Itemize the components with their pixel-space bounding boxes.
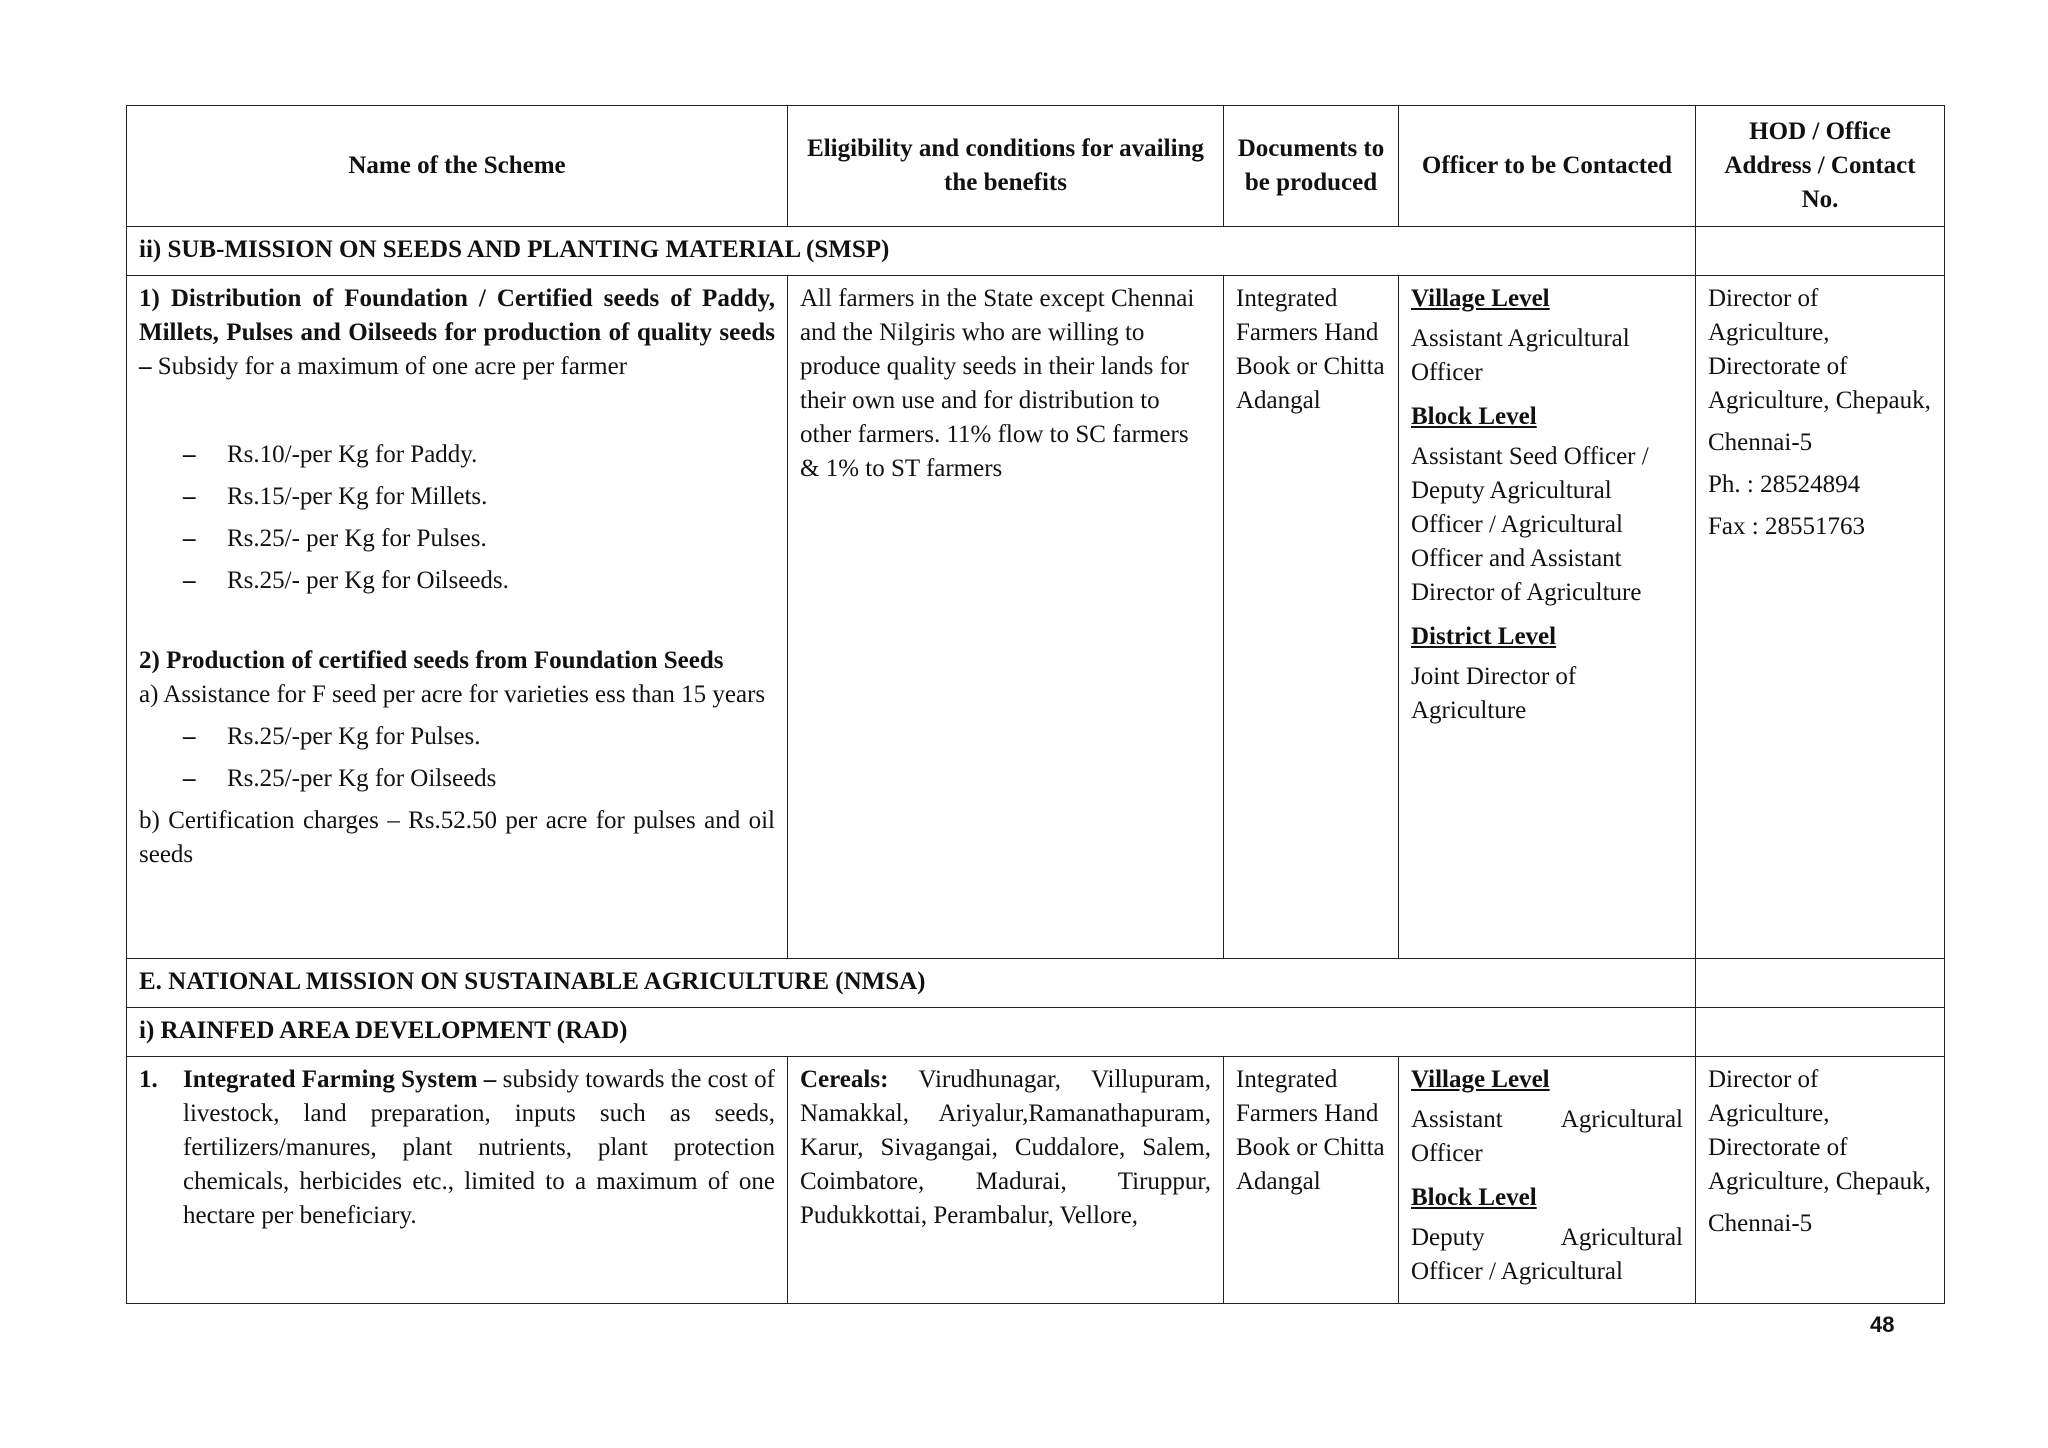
hod-city: Chennai-5 [1708, 429, 1813, 456]
eligibility-cell-rad [788, 1057, 1224, 1304]
header-documents: Documents to be produced [1224, 106, 1399, 227]
officer-village-heading: Village Level [1411, 1066, 1550, 1093]
header-hod: HOD / Office Address / Contact No. [1696, 106, 1945, 227]
officer-cell-smsp [1399, 276, 1696, 959]
scheme-item-1-title: 1) Distribution of Foundation / Certified seeds of Paddy, Millets, Pulses and Oilseeds for production of quality seeds – [139, 285, 775, 380]
list-item: – Rs.25/-per Kg for Pulses. [183, 720, 775, 754]
eligibility-cell-smsp: All farmers in the State except Chennai and the Nilgiris who are willing to produce quality seeds in their lands for their own use and for distribution to other farmers. 11% flow to SC farmers & 1% to ST farmers [788, 276, 1224, 959]
hod-phone: Ph. : 28524894 [1708, 471, 1861, 498]
schemes-table [126, 105, 1945, 1304]
officer-block-text: Deputy Agricultural Officer / Agricultural [1411, 1224, 1683, 1285]
section-empty-cell [1696, 227, 1945, 276]
officer-district-heading: District Level [1411, 623, 1557, 650]
section-title-nmsa: E. NATIONAL MISSION ON SUSTAINABLE AGRICULTURE (NMSA) [127, 959, 1696, 1008]
subsidy-list-2 [139, 720, 775, 796]
hod-cell-smsp [1696, 276, 1945, 959]
scheme-item-2a: a) Assistance for F seed per acre for varieties ess than 15 years [139, 681, 766, 708]
header-eligibility: Eligibility and conditions for availing the benefits [788, 106, 1224, 227]
section-empty-cell [1696, 959, 1945, 1008]
list-item: – Rs.25/- per Kg for Oilseeds. [183, 564, 775, 598]
rad-item-1 [139, 1063, 775, 1233]
table-row-smsp [127, 276, 1945, 959]
scheme-item-1-text: Subsidy for a maximum of one acre per farmer [151, 353, 628, 380]
table-row-rad [127, 1057, 1945, 1304]
officer-village-text: Assistant Agricultural Officer [1411, 325, 1630, 386]
section-row-smsp [127, 227, 1945, 276]
list-item: – Rs.25/- per Kg for Pulses. [183, 522, 775, 556]
hod-cell-rad [1696, 1057, 1945, 1304]
officer-block-heading: Block Level [1411, 1184, 1537, 1211]
hod-address: Director of Agriculture, Directorate of Agriculture, Chepauk, [1708, 1066, 1931, 1195]
scheme-cell-smsp [127, 276, 788, 959]
list-item: – Rs.25/-per Kg for Oilseeds [183, 762, 775, 796]
hod-fax: Fax : 28551763 [1708, 513, 1865, 540]
officer-block-text: Assistant Seed Officer / Deputy Agricultural Officer / Agricultural Officer and Assistant Director of Agriculture [1411, 443, 1649, 606]
rad-item-title: Integrated Farming System – [183, 1066, 497, 1093]
section-row-nmsa [127, 959, 1945, 1008]
officer-block-heading: Block Level [1411, 403, 1537, 430]
table-header-row [127, 106, 1945, 227]
scheme-item-1 [139, 282, 775, 384]
header-scheme-name: Name of the Scheme [127, 106, 788, 227]
section-empty-cell [1696, 1008, 1945, 1057]
officer-village-text: Assistant Agricultural Officer [1411, 1106, 1683, 1167]
rad-item-number: 1. [139, 1066, 158, 1093]
header-officer: Officer to be Contacted [1399, 106, 1696, 227]
page-number: 48 [1870, 1312, 1895, 1337]
eligibility-cereals-label: Cereals: [800, 1066, 889, 1093]
documents-cell-smsp: Integrated Farmers Hand Book or Chitta Adangal [1224, 276, 1399, 959]
hod-city: Chennai-5 [1708, 1210, 1813, 1237]
documents-cell-rad: Integrated Farmers Hand Book or Chitta Adangal [1224, 1057, 1399, 1304]
subsidy-list-1 [139, 438, 775, 598]
section-title-smsp: ii) SUB-MISSION ON SEEDS AND PLANTING MATERIAL (SMSP) [127, 227, 1696, 276]
scheme-item-2-title: 2) Production of certified seeds from Foundation Seeds [139, 647, 724, 674]
eligibility-cereals-text: Virudhunagar, Villupuram, Namakkal, Ariyalur,Ramanathapuram, Karur, Sivagangai, Cuddalore, Salem, Coimbatore, Madurai, Tiruppur, Pudukkottai, Perambalur, Vellore, [800, 1066, 1211, 1229]
officer-district-text: Joint Director of Agriculture [1411, 663, 1577, 724]
officer-cell-rad [1399, 1057, 1696, 1304]
hod-address: Director of Agriculture, Directorate of Agriculture, Chepauk, [1708, 285, 1931, 414]
section-title-rad: i) RAINFED AREA DEVELOPMENT (RAD) [127, 1008, 1696, 1057]
scheme-item-2b: b) Certification charges – Rs.52.50 per acre for pulses and oil seeds [139, 807, 775, 868]
rad-item-text: subsidy towards the cost of livestock, land preparation, inputs such as seeds, fertilizers/manures, plant nutrients, plant protection chemicals, herbicides etc., limited to a maximum of one hectare per beneficiary. [183, 1066, 775, 1229]
list-item: – Rs.15/-per Kg for Millets. [183, 480, 775, 514]
section-row-rad [127, 1008, 1945, 1057]
list-item: – Rs.10/-per Kg for Paddy. [183, 438, 775, 472]
officer-village-heading: Village Level [1411, 285, 1550, 312]
scheme-cell-rad [127, 1057, 788, 1304]
